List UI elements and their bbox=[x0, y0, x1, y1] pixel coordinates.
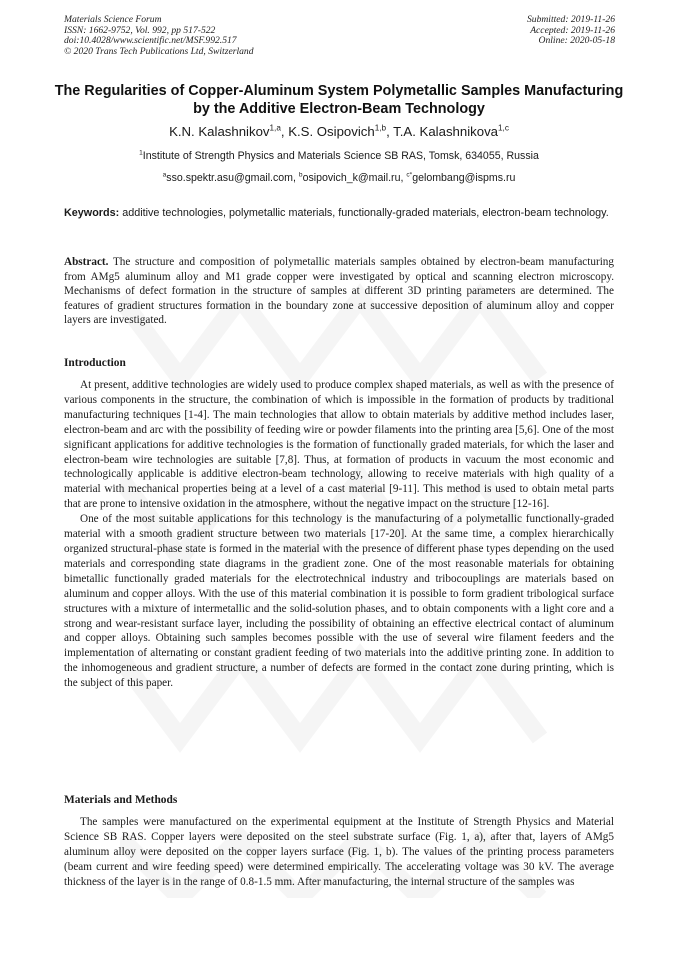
journal-copyright: © 2020 Trans Tech Publications Ltd, Switzerland bbox=[64, 45, 254, 57]
abstract bbox=[64, 255, 614, 328]
affiliation-mark: 1 bbox=[139, 149, 143, 157]
author-affil-mark: 1,b bbox=[374, 123, 387, 133]
affiliation bbox=[50, 150, 628, 163]
journal-doi: doi:10.4028/www.scientific.net/MSF.992.517 bbox=[64, 35, 237, 47]
email-link[interactable]: osipovich_k@mail.ru, bbox=[302, 172, 407, 184]
submission-dates bbox=[527, 15, 615, 47]
online-date: Online: 2020-05-18 bbox=[538, 35, 615, 47]
paragraph: One of the most suitable applications for this technology is the manufacturing of a polymetallic functionally-graded material with a smooth gradient structure between two materials [17-20]. At the same time, a complex hierarchically organized structural-phase state is formed in the material with the presence of different phase types depending on the used materials and corresponding state diagrams in the gradient zone. One of the most reasonable materials for obtaining bimetallic functionally graded materials for the electrotechnical industry and tribocouplings are materials based on aluminum and copper alloys. With the use of this material combination it is possible to form gradient tribological surface structures with a mixture of intermetallic and the solid-solution phases, and to obtain components with a light core and a strong and wear-resistant surface layer, including the possibility of obtaining an effective electrical contact of aluminum and copper alloys. Obtaining such samples becomes possible with the use of several wire filament feeders and the implementation of alternating or constant gradient feeding of two materials into the additive printing zone. In addition to the inhomogeneous and gradient structure, a number of defects are formed in the contact zone during printing, which is the subject of this paper. bbox=[64, 513, 614, 690]
author-emails bbox=[50, 172, 628, 185]
affiliation-text: Institute of Strength Physics and Materials Science SB RAS, Tomsk, 634055, Russia bbox=[142, 150, 539, 162]
email-link[interactable]: sso.spektr.asu@gmail.com, bbox=[166, 172, 299, 184]
keywords-label: Keywords: bbox=[64, 207, 120, 219]
author-affil-mark: 1,c bbox=[498, 123, 509, 133]
accepted-date: Accepted: 2019-11-26 bbox=[530, 24, 615, 36]
submitted-date: Submitted: 2019-11-26 bbox=[526, 14, 615, 25]
section-body-introduction bbox=[64, 378, 614, 691]
author-name: T.A. Kalashnikova bbox=[393, 124, 498, 139]
paragraph: At present, additive technologies are widely used to produce complex shaped materials, as well as with the presence of various components in the structure, the combination of which is impossible in the formation of products by traditional manufacturing techniques [1-4]. The main technologies that allow to obtain materials by additive method includes laser, electron-beam and arc with the possibility of feeding wire or powder filaments into the printing area [5,6]. One of the most significant applications for additive technologies is the formation of functionally graded materials, for which the laser and electron-beam wire technologies are suitable [7,8]. Thus, at formation of products in vacuum the most economic and technologically applicable is additive electron-beam technology, allowing to receive materials with high quality of a material with mechanical properties being at a level of a cast material [9-11]. This method is used to obtain metal parts that are prone to intensive oxidation in the atmosphere, without the negative impact on the structure [12-16]. bbox=[64, 379, 614, 511]
abstract-label: Abstract. bbox=[64, 256, 109, 268]
author-separator: , bbox=[280, 124, 289, 139]
section-heading-introduction: Introduction bbox=[64, 357, 126, 369]
author-name: K.N. Kalashnikov bbox=[169, 124, 270, 139]
author-list bbox=[50, 124, 628, 140]
email-mark: a bbox=[162, 171, 167, 179]
author-name: K.S. Osipovich bbox=[288, 124, 375, 139]
keywords bbox=[64, 206, 614, 221]
journal-issn: ISSN: 1662-9752, Vol. 992, pp 517-522 bbox=[64, 24, 216, 36]
author-separator: , bbox=[386, 124, 394, 139]
journal-info bbox=[64, 15, 254, 57]
abstract-text: The structure and composition of polymetallic materials samples obtained by electron-beam manufacturing from AMg5 aluminum alloy and M1 grade copper were investigated by optical and scanning electron microscopy. Mechanisms of defect formation in the structure of samples at different 3D printing parameters are determined. The features of gradient structures formation in the boundary zone at successive deposition of aluminum alloy and copper layers are investigated. bbox=[64, 256, 614, 327]
paragraph: The samples were manufactured on the experimental equipment at the Institute of Strength Physics and Material Science SB RAS. Copper layers were deposited on the steel substrate surface (Fig. 1, a), after that, layers of AMg5 aluminum alloy were deposited on the copper layers surface (Fig. 1, b). The values of the printing process parameters (beam current and wire feeding speed) were determined empirically. The accelerating voltage was 30 kV. The average thickness of the layer is in the range of 0.8-1.5 mm. After manufacturing, the internal structure of the samples was bbox=[64, 816, 614, 888]
paper-title: The Regularities of Copper-Aluminum System Polymetallic Samples Manufacturing by the Additive Electron-Beam Technology bbox=[54, 83, 624, 117]
email-link[interactable]: gelombang@ispms.ru bbox=[412, 172, 516, 184]
journal-name: Materials Science Forum bbox=[64, 14, 162, 25]
section-body-materials-methods bbox=[64, 815, 614, 890]
author-affil-mark: 1,a bbox=[269, 123, 281, 133]
section-heading-materials-methods: Materials and Methods bbox=[64, 794, 178, 806]
email-mark: b bbox=[298, 171, 303, 179]
keywords-text: additive technologies, polymetallic materials, functionally-graded materials, electron-beam technology. bbox=[119, 207, 609, 219]
email-mark: c* bbox=[406, 171, 413, 179]
